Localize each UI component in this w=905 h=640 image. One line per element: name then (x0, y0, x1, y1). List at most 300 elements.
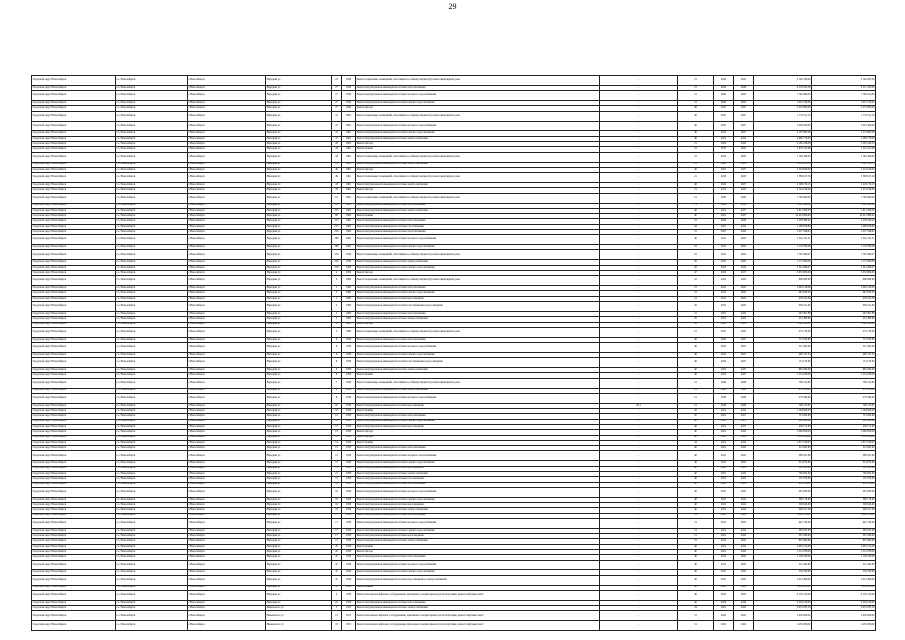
cell-plan-end: 2022 (734, 518, 754, 528)
cell-house: 266 (332, 245, 342, 250)
cell-plan-end: 2027 (734, 419, 754, 424)
cell-plan-end: 2027 (734, 121, 754, 131)
cell-extra: - (600, 482, 678, 487)
cell-cost-total: 383 193,00 (754, 528, 812, 533)
cell-year: 1958 (342, 502, 356, 507)
cell-plan-start: 2021 (714, 235, 734, 245)
cell-extra: - (600, 368, 678, 373)
cell-house: 6 (332, 337, 342, 342)
cell-cost-total: 512 563,00 (754, 343, 812, 353)
table-row (32, 302, 876, 312)
cell-wear: 40 (678, 446, 714, 451)
cell-work-type: Ремонт внутридомовой инженерной системы водоотведения (356, 296, 600, 301)
cell-wear: 21 (678, 327, 714, 337)
cell-cost-total: 713 262,00 (754, 414, 812, 419)
cell-wear: 40 (678, 430, 714, 435)
cell-cost-total: 1 554 230,00 (754, 373, 812, 378)
cell-plan-start: 2021 (714, 451, 734, 461)
cell-city: г.Новосибирск (188, 302, 266, 312)
cell-extra: - (600, 446, 678, 451)
cell-cost-limit: 2 953 035,50 (812, 606, 876, 611)
cell-municipality: Городской округ Новосибирск (32, 286, 116, 291)
cell-wear: 51 (678, 534, 714, 539)
cell-cost-total: 1 522 121,11 (754, 235, 812, 245)
cell-year: 1958 (342, 539, 356, 544)
cell-city: г.Новосибирск (188, 224, 266, 229)
cell-extra: - (600, 621, 678, 631)
cell-wear: 40 (678, 461, 714, 466)
cell-house: 8 (332, 388, 342, 393)
cell-cost-total: 1 748 329,30 (754, 152, 812, 162)
cell-city: г.Новосибирск (188, 555, 266, 560)
table-row (32, 621, 876, 631)
cell-cost-total: 10 423 906,60 (754, 214, 812, 219)
cell-plan-end: 2027 (734, 214, 754, 219)
cell-house: 213 (332, 219, 342, 224)
cell-city: г.Новосибирск (188, 393, 266, 403)
cell-municipality: Городской округ Новосибирск (32, 250, 116, 260)
cell-city: г.Новосибирск (188, 152, 266, 162)
cell-wear: 20 (678, 317, 714, 322)
cell-cost-total: 665 826,00 (754, 368, 812, 373)
cell-cost-limit: 1 118 780,08 (812, 245, 876, 250)
cell-plan-start: 2027 (714, 106, 734, 111)
cell-municipality: Городской округ Новосибирск (32, 611, 116, 621)
cell-wear: 21 (678, 229, 714, 234)
cell-cost-limit: 195 180,00 (812, 466, 876, 471)
cell-extra: - (600, 142, 678, 147)
table-row (32, 487, 876, 497)
cell-plan-end: 2022 (734, 291, 754, 296)
cell-cost-total: 131 153,00 (754, 358, 812, 368)
cell-work-type: Ремонт подвальных помещений, относящихся к общему имуществу в многоквартирном доме (356, 173, 600, 183)
cell-street: Народная ул (266, 471, 332, 476)
cell-municipality: Городской округ Новосибирск (32, 276, 116, 286)
cell-cost-limit: 2 450 000,00 (812, 621, 876, 631)
cell-plan-end: 2022 (734, 142, 754, 147)
cell-extra: - (600, 373, 678, 378)
cell-city: г.Новосибирск (188, 214, 266, 219)
cell-wear: 21 (678, 393, 714, 403)
cell-cost-total: 1 161 593,00 (754, 322, 812, 327)
cell-house: 7 (332, 378, 342, 388)
cell-street: Народная ул (266, 513, 332, 518)
cell-cost-limit: 811 216,00 (812, 482, 876, 487)
cell-house: 59 (332, 188, 342, 193)
cell-street: Народная ул (266, 337, 332, 342)
cell-work-type: Ремонт внутридомовой инженерной системы горячего водоснабжения (356, 497, 600, 502)
cell-plan-end: 2022 (734, 544, 754, 549)
cell-plan-start: 2021 (714, 549, 734, 554)
cell-municipality: Городской округ Новосибирск (32, 311, 116, 316)
cell-cost-limit: 212 062,00 (812, 446, 876, 451)
cell-plan-end: 2022 (734, 147, 754, 152)
cell-cost-total: 1 038 611,00 (754, 585, 812, 590)
cell-cost-total: 2 611 038,30 (754, 208, 812, 213)
cell-settlement: г.о. Новосибирск (116, 142, 188, 147)
cell-municipality: Городской округ Новосибирск (32, 373, 116, 378)
cell-plan-start: 2021 (714, 585, 734, 590)
cell-street: Народная ул (266, 208, 332, 213)
cell-wear: 40 (678, 560, 714, 570)
cell-cost-limit: 307 206,00 (812, 534, 876, 539)
cell-settlement: г.о. Новосибирск (116, 544, 188, 549)
cell-city: г.Новосибирск (188, 570, 266, 575)
cell-plan-end: 2022 (734, 311, 754, 316)
cell-year: 1962 (342, 214, 356, 219)
cell-city: г.Новосибирск (188, 219, 266, 224)
cell-street: Народная ул (266, 302, 332, 312)
cell-street: Народная ул (266, 409, 332, 414)
cell-year: 1958 (342, 497, 356, 502)
cell-plan-start: 2021 (714, 528, 734, 533)
cell-city: г.Новосибирск (188, 477, 266, 482)
cell-street: Народная ул (266, 358, 332, 368)
cell-house: 15 (332, 461, 342, 466)
cell-house: 2 (332, 286, 342, 291)
cell-street: Народная ул (266, 373, 332, 378)
cell-plan-end: 2022 (734, 539, 754, 544)
cell-plan-end: 2022 (734, 162, 754, 167)
cell-city: г.Новосибирск (188, 358, 266, 368)
cell-cost-limit: 512 260,00 (812, 560, 876, 570)
cell-city: г.Новосибирск (188, 296, 266, 301)
cell-work-type: Ремонт подвальных помещений, относящихся к общему имуществу в многоквартирном доме (356, 111, 600, 121)
cell-settlement: г.о. Новосибирск (116, 317, 188, 322)
cell-extra: - (600, 590, 678, 600)
cell-plan-start: 2021 (714, 539, 734, 544)
cell-year: 1961 (342, 142, 356, 147)
cell-cost-limit: 1 132 128,00 (812, 435, 876, 440)
cell-settlement: г.о. Новосибирск (116, 343, 188, 353)
cell-work-type: Ремонт фасада (356, 106, 600, 111)
cell-settlement: г.о. Новосибирск (116, 424, 188, 429)
cell-wear: 40 (678, 466, 714, 471)
cell-plan-start: 2021 (714, 502, 734, 507)
cell-house: 16 (332, 497, 342, 502)
cell-cost-limit: 276 286,00 (812, 393, 876, 403)
cell-year: 1962 (342, 245, 356, 250)
cell-cost-limit: 381 090,00 (812, 487, 876, 497)
cell-work-type: Ремонт внутридомовой инженерной системы водоотведения и электроснабжения (356, 575, 600, 585)
table-row (32, 611, 876, 621)
cell-settlement: г.о. Новосибирск (116, 368, 188, 373)
cell-extra: - (600, 534, 678, 539)
cell-plan-end: 2022 (734, 327, 754, 337)
cell-settlement: г.о. Новосибирск (116, 76, 188, 86)
cell-house: 3 (332, 276, 342, 286)
table-row (32, 378, 876, 388)
cell-extra: - (600, 528, 678, 533)
cell-work-type: Ремонт внутридомовой инженерной системы газоснабжения и водоотведения (356, 302, 600, 312)
cell-extra: - (600, 352, 678, 357)
cell-city: г.Новосибирск (188, 487, 266, 497)
cell-year: 1958 (342, 600, 356, 605)
cell-year: 1961 (342, 173, 356, 183)
cell-house: 6 (332, 352, 342, 357)
cell-plan-end: 2027 (734, 424, 754, 429)
cell-city: г.Новосибирск (188, 322, 266, 327)
cell-street: Народная ул (266, 419, 332, 424)
cell-city: г.Новосибирск (188, 446, 266, 451)
cell-cost-limit: 766 852,00 (812, 471, 876, 476)
cell-street: Народная ул (266, 173, 332, 183)
cell-year: 1958 (342, 358, 356, 368)
cell-cost-limit: 1 748 412,00 (812, 91, 876, 101)
cell-city: г.Новосибирск (188, 337, 266, 342)
cell-wear: 21 (678, 101, 714, 106)
cell-house: 43 (332, 147, 342, 152)
cell-city: г.Новосибирск (188, 286, 266, 291)
cell-plan-start: 2021 (714, 482, 734, 487)
cell-municipality: Городской округ Новосибирск (32, 621, 116, 631)
cell-city: г.Новосибирск (188, 497, 266, 502)
table-row (32, 235, 876, 245)
cell-street: Народная ул (266, 188, 332, 193)
cell-municipality: Городской округ Новосибирск (32, 544, 116, 549)
cell-plan-start: 2021 (714, 497, 734, 502)
cell-street: Народная ул (266, 183, 332, 188)
cell-year: 1958 (342, 471, 356, 476)
cell-street: Народная ул (266, 343, 332, 353)
cell-house: 23 (332, 76, 342, 86)
cell-work-type: Ремонт внутридомовой инженерной системы теплоснабжения (356, 414, 600, 419)
cell-cost-limit: 1 612 135,02 (812, 101, 876, 106)
cell-wear: 45 (678, 265, 714, 270)
cell-house: 2 (332, 311, 342, 316)
cell-plan-end: 2022 (734, 482, 754, 487)
cell-year: 1960 (342, 286, 356, 291)
cell-extra: - (600, 419, 678, 424)
cell-wear: 40 (678, 183, 714, 188)
cell-municipality: Городской округ Новосибирск (32, 539, 116, 544)
cell-cost-limit: 372 178,03 (812, 327, 876, 337)
cell-settlement: г.о. Новосибирск (116, 358, 188, 368)
cell-extra: - (600, 544, 678, 549)
cell-city: г.Новосибирск (188, 121, 266, 131)
cell-wear: 40 (678, 235, 714, 245)
cell-cost-limit: 1 205 160,53 (812, 142, 876, 147)
cell-plan-end: 2022 (734, 229, 754, 234)
cell-street: Народная ул (266, 162, 332, 167)
cell-plan-start: 2020 (714, 600, 734, 605)
cell-cost-total: 906 080,00 (754, 276, 812, 286)
cell-work-type: Ремонт подвальных помещений, относящихся к общему имуществу в многоквартирном доме (356, 250, 600, 260)
cell-house: 41 (332, 136, 342, 141)
cell-street: Народная ул (266, 76, 332, 86)
cell-plan-start: 2021 (714, 508, 734, 513)
cell-work-type: Ремонт или замена лифтового оборудования, признанного непригодным для эксплуатации, ремонт лифтовых шахт (356, 611, 600, 621)
cell-year: 1959 (342, 106, 356, 111)
cell-plan-start: 2028 (714, 393, 734, 403)
cell-house: 15 (332, 466, 342, 471)
cell-city: г.Новосибирск (188, 235, 266, 245)
cell-year: 1959 (342, 101, 356, 106)
cell-street: Народная ул (266, 147, 332, 152)
cell-wear: 41 (678, 276, 714, 286)
cell-municipality: Городской округ Новосибирск (32, 388, 116, 393)
cell-settlement: г.о. Новосибирск (116, 286, 188, 291)
cell-year: 1958 (342, 528, 356, 533)
cell-plan-start: 2021 (714, 214, 734, 219)
cell-wear: 40 (678, 482, 714, 487)
cell-wear: 40 (678, 167, 714, 172)
cell-year: 1960 (342, 327, 356, 337)
cell-city: г.Новосибирск (188, 260, 266, 265)
cell-work-type: Ремонт внутридомовой инженерной системы горячего водоснабжения (356, 131, 600, 136)
cell-extra: - (600, 317, 678, 322)
cell-cost-total: 1 029 272,00 (754, 513, 812, 518)
cell-extra: - (600, 173, 678, 183)
cell-city: г.Новосибирск (188, 208, 266, 213)
cell-cost-limit: 665 826,00 (812, 368, 876, 373)
cell-cost-total: 1 386 617,76 (754, 173, 812, 183)
cell-plan-end: 2027 (734, 373, 754, 378)
cell-cost-limit: 1 096 030,80 (812, 224, 876, 229)
cell-house: 13 (332, 419, 342, 424)
cell-plan-start: 2020 (714, 76, 734, 86)
cell-municipality: Городской округ Новосибирск (32, 575, 116, 585)
cell-house: 16 (332, 600, 342, 605)
cell-municipality: Городской округ Новосибирск (32, 337, 116, 342)
cell-municipality: Городской округ Новосибирск (32, 317, 116, 322)
cell-year: 1959 (342, 91, 356, 101)
cell-plan-start: 2022 (714, 621, 734, 631)
cell-cost-total: 212 062,00 (754, 446, 812, 451)
cell-cost-limit: 276 012,59 (812, 296, 876, 301)
cell-work-type: Ремонт подвальных помещений, относящихся к общему имуществу в многоквартирном доме (356, 378, 600, 388)
cell-plan-end: 2027 (734, 414, 754, 419)
cell-work-type: Ремонт внутридомовой инженерной системы горячего водоснабжения (356, 245, 600, 250)
cell-city: г.Новосибирск (188, 183, 266, 188)
cell-municipality: Городской округ Новосибирск (32, 136, 116, 141)
cell-settlement: г.о. Новосибирск (116, 208, 188, 213)
cell-settlement: г.о. Новосибирск (116, 611, 188, 621)
cell-wear: 24 (678, 606, 714, 611)
cell-wear: 21 (678, 193, 714, 203)
cell-work-type: Ремонт внутридомовой инженерной системы холодного водоснабжения (356, 91, 600, 101)
cell-year: 1961 (342, 131, 356, 136)
cell-settlement: г.о. Новосибирск (116, 101, 188, 106)
cell-settlement: г.о. Новосибирск (116, 575, 188, 585)
cell-cost-total: 2 012 460,00 (754, 575, 812, 585)
cell-settlement: г.о. Новосибирск (116, 451, 188, 461)
cell-cost-limit: 1 512 211,98 (812, 147, 876, 152)
cell-city: г.Новосибирск (188, 265, 266, 270)
cell-wear: 51 (678, 621, 714, 631)
cell-house: 2 (332, 317, 342, 322)
cell-city: г.Новосибирск (188, 600, 266, 605)
cell-city: г.Новосибирск (188, 101, 266, 106)
cell-plan-end: 2028 (734, 85, 754, 90)
cell-plan-end: 2027 (734, 352, 754, 357)
cell-plan-end: 2022 (734, 471, 754, 476)
cell-year: 1961 (342, 183, 356, 188)
cell-cost-total: 2 450 000,00 (754, 611, 812, 621)
cell-wear: 21 (678, 91, 714, 101)
cell-city: г.Новосибирск (188, 502, 266, 507)
cell-street: Народная ул (266, 388, 332, 393)
cell-year: 1958 (342, 466, 356, 471)
cell-settlement: г.о. Новосибирск (116, 471, 188, 476)
cell-extra: - (600, 606, 678, 611)
cell-settlement: г.о. Новосибирск (116, 534, 188, 539)
cell-extra: - (600, 430, 678, 435)
cell-year: 1958 (342, 378, 356, 388)
cell-street: Народная ул (266, 508, 332, 513)
cell-cost-total: 380 170,00 (754, 497, 812, 502)
cell-cost-limit: 1 238 180,22 (812, 219, 876, 224)
table-row (32, 327, 876, 337)
cell-street: Народная ул (266, 600, 332, 605)
cell-cost-total: 1 774 511,76 (754, 111, 812, 121)
cell-extra: - (600, 265, 678, 270)
cell-plan-start: 2021 (714, 518, 734, 528)
cell-city: г.Новосибирск (188, 317, 266, 322)
cell-city: г.Новосибирск (188, 611, 266, 621)
cell-municipality: Городской округ Новосибирск (32, 162, 116, 167)
cell-plan-start: 2021 (714, 570, 734, 575)
cell-house: 49 (332, 167, 342, 172)
cell-house: 8 (332, 393, 342, 403)
cell-plan-end: 2022 (734, 235, 754, 245)
cell-wear: 40 (678, 352, 714, 357)
cell-cost-total: 1 670 211,98 (754, 147, 812, 152)
cell-plan-end: 2022 (734, 440, 754, 445)
cell-settlement: г.о. Новосибирск (116, 136, 188, 141)
cell-year: 1962 (342, 229, 356, 234)
cell-settlement: г.о. Новосибирск (116, 508, 188, 513)
cell-work-type: Ремонт внутридомовой инженерной системы электроснабжения (356, 162, 600, 167)
cell-city: г.Новосибирск (188, 544, 266, 549)
cell-street: Народная ул (266, 575, 332, 585)
cell-year: 1960 (342, 291, 356, 296)
cell-settlement: г.о. Новосибирск (116, 477, 188, 482)
cell-cost-limit: 1 213 993,38 (812, 131, 876, 136)
cell-cost-limit: 1 522 121,11 (812, 235, 876, 245)
cell-cost-total: 1 341 096,07 (754, 265, 812, 270)
cell-plan-end: 2022 (734, 446, 754, 451)
cell-city: г.Новосибирск (188, 419, 266, 424)
cell-cost-limit: 1 074 199,84 (812, 188, 876, 193)
cell-extra: - (600, 101, 678, 106)
cell-work-type: Ремонт внутридомовой инженерной системы электроснабжения (356, 508, 600, 513)
cell-cost-total: 2 214 010,16 (754, 162, 812, 167)
cell-street: Народная ул (266, 534, 332, 539)
cell-wear: 46 (678, 106, 714, 111)
cell-extra: - (600, 276, 678, 286)
cell-city: г.Новосибирск (188, 430, 266, 435)
cell-wear: 40 (678, 600, 714, 605)
cell-street: Народная ул (266, 85, 332, 90)
cell-extra: - (600, 461, 678, 466)
cell-municipality: Городской округ Новосибирск (32, 451, 116, 461)
cell-plan-start: 2021 (714, 286, 734, 291)
cell-extra: - (600, 497, 678, 502)
cell-house: 13 (332, 430, 342, 435)
cell-plan-end: 2027 (734, 167, 754, 172)
cell-settlement: г.о. Новосибирск (116, 487, 188, 497)
cell-plan-start: 2021 (714, 409, 734, 414)
cell-work-type: Ремонт внутридомовой инженерной системы водоотведения (356, 424, 600, 429)
cell-extra: - (600, 570, 678, 575)
cell-cost-total: 1 790 000,00 (754, 193, 812, 203)
table-row (32, 121, 876, 131)
cell-extra: - (600, 229, 678, 234)
cell-year: 1972 (342, 611, 356, 621)
cell-plan-end: 2022 (734, 534, 754, 539)
cell-extra: - (600, 466, 678, 471)
